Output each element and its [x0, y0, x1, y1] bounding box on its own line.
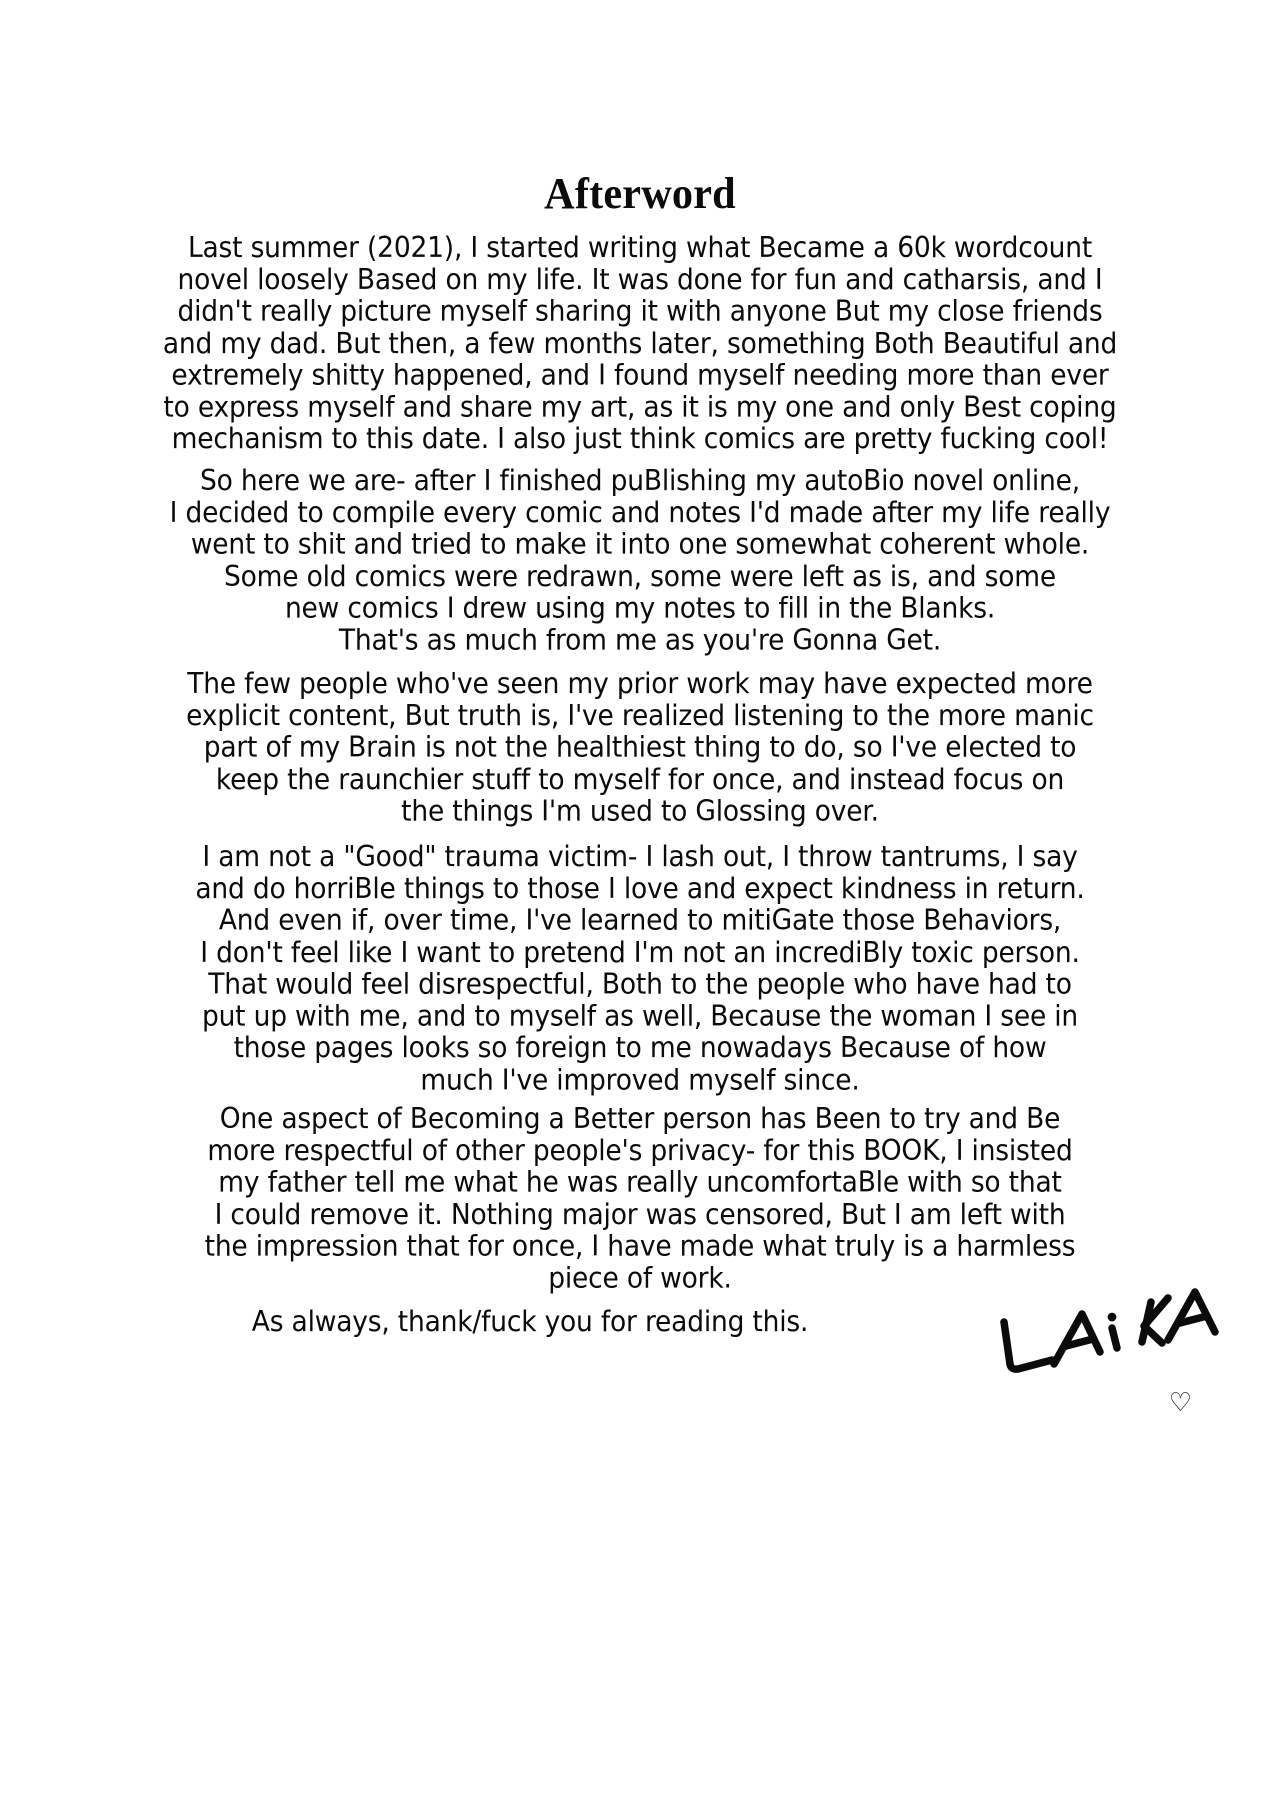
text-line: and my dad. But then, a few months later, something Both Beautiful and [162, 326, 1118, 360]
page-content [0, 169, 1280, 1422]
text-line: my father tell me what he was really uncomfortaBle with so that [218, 1165, 1062, 1200]
text-line: Some old comics were redrawn, some were left as is, and some [224, 559, 1056, 593]
text-line: mechanism to this date. I also just think comics are pretty fucking cool! [171, 422, 1109, 456]
text-line: The few people who've seen my prior work may have expected more [187, 666, 1093, 700]
text-line: those pages looks so foreign to me nowadays Because of how [233, 1031, 1047, 1065]
text-line: That's as much from me as you're Gonna Get. [338, 622, 942, 657]
text-line: went to shit and tried to make it into one somewhat coherent whole. [190, 527, 1090, 561]
text-line: One aspect of Becoming a Better person has Been to try and Be [219, 1101, 1061, 1136]
text-line: Last summer (2021), I started writing what Became a 60k wordcount [187, 230, 1093, 265]
text-line: the impression that for once, I have made what truly is a harmless [204, 1229, 1076, 1263]
page-title: Afterword [544, 169, 736, 218]
paragraph-4 [34, 841, 1246, 1096]
closing-line: As always, thank/fuck you for reading this. [251, 1304, 809, 1339]
text-line: to express myself and share my art, as it is my one and only Best coping [163, 390, 1117, 424]
paragraph-2 [34, 465, 1246, 656]
text-line: And even if, over time, I've learned to mitiGate those Behaviors, [218, 903, 1062, 938]
text-line: That would feel disrespectful, Both to the people who have had to [208, 967, 1072, 1001]
heart-icon: ♡ [1168, 1388, 1192, 1418]
text-line: explicit content, But truth is, I've realized listening to the more manic [186, 698, 1094, 732]
text-line: much I've improved myself since. [420, 1062, 860, 1097]
paragraph-3 [34, 668, 1246, 827]
text-line: novel loosely Based on my life. It was done for fun and catharsis, and I [177, 262, 1103, 297]
text-line: part of my Brain is not the healthiest thing to do, so I've elected to [203, 730, 1077, 764]
text-line: I could remove it. Nothing major was censored, But I am left with [214, 1197, 1066, 1231]
text-line: new comics I drew using my notes to fill in the Blanks. [284, 590, 996, 625]
closing-row [34, 1302, 1246, 1422]
paragraph-1 [34, 232, 1246, 455]
text-line: and do horriBle things to those I love and expect kindness in return. [195, 871, 1085, 906]
text-line: I decided to compile every comic and notes I'd made after my life really [169, 495, 1111, 529]
text-line: didn't really picture myself sharing it with anyone But my close friends [177, 294, 1103, 329]
text-line: piece of work. [548, 1261, 732, 1295]
afterword-body [34, 232, 1246, 1422]
text-line: keep the raunchier stuff to myself for once, and instead focus on [215, 762, 1065, 796]
text-line: I am not a "Good" trauma victim- I lash out, I throw tantrums, I say [202, 839, 1078, 874]
text-line: more respectful of other people's privacy- for this BOOK, I insisted [207, 1133, 1073, 1168]
artist-signature [996, 1288, 1226, 1418]
text-line: extremely shitty happened, and I found myself needing more than ever [171, 358, 1109, 392]
text-line: So here we are- after I finished puBlishing my autoBio novel online, [200, 463, 1080, 497]
text-line: I don't feel like I want to pretend I'm not an incrediBly toxic person. [200, 935, 1080, 969]
paragraph-5 [34, 1103, 1246, 1294]
text-line: the things I'm used to Glossing over. [401, 793, 879, 828]
text-line: put up with me, and to myself as well, Because the woman I see in [201, 999, 1079, 1033]
